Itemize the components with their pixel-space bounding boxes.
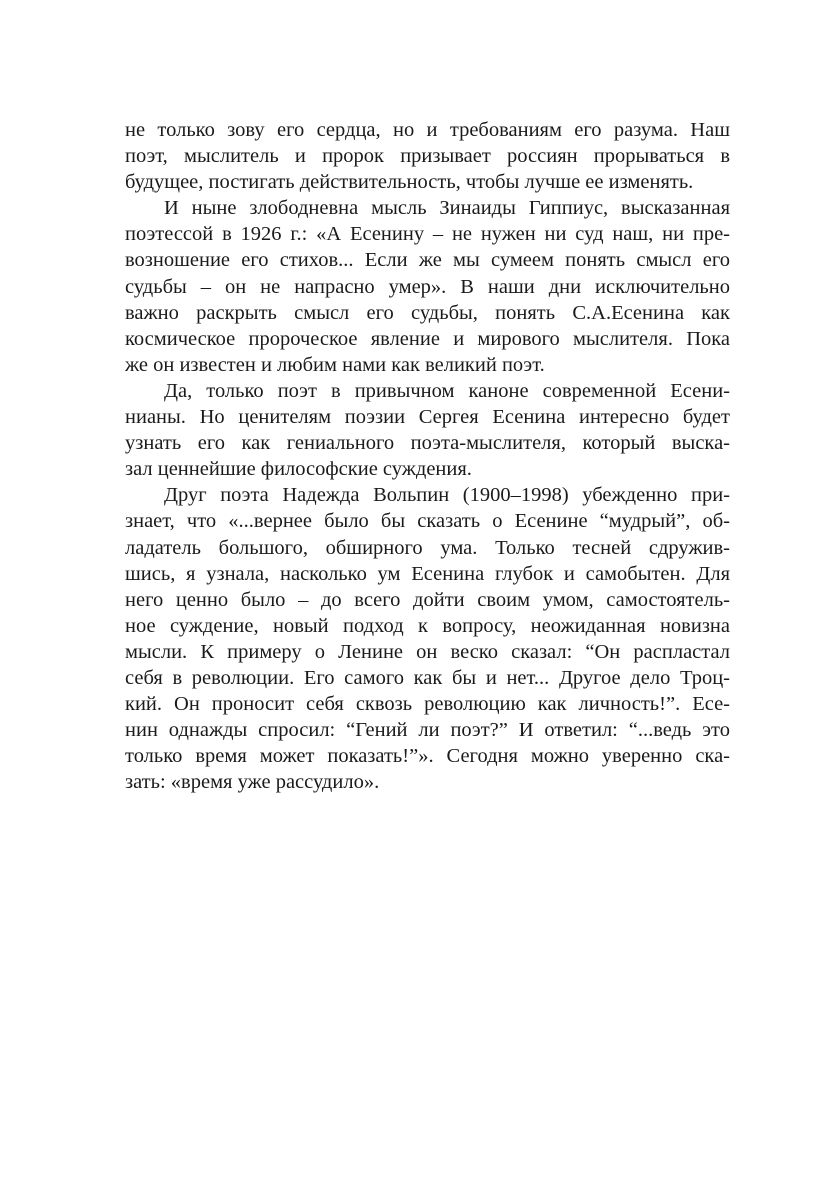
text-line: кий. Он проносит себя сквозь революцию как личность!”. Есе- [125, 693, 730, 716]
text-line: И ныне злободневна мысль Зинаиды Гиппиус, высказанная [164, 197, 730, 220]
text-line: важно раскрыть смысл его судьбы, понять С.А.Есенина как [125, 301, 730, 324]
text-line: только время может показать!”». Сегодня можно уверенно ска- [125, 745, 730, 768]
text-line: зал ценнейшие философские суждения. [125, 458, 472, 481]
text-line: космическое пророческое явление и мирового мыслителя. Пока [125, 327, 730, 350]
paragraph-1 [125, 117, 730, 195]
text-line: нин однажды спросил: “Гений ли поэт?” И ответил: “...ведь это [125, 719, 730, 742]
text-line: Да, только поэт в привычном каноне современной Есени- [164, 379, 730, 402]
text-line: ладатель большого, обширного ума. Только тесней сдружив- [125, 536, 730, 559]
text-line: шись, я узнала, насколько ум Есенина глубок и самобытен. Для [125, 562, 730, 585]
text-line: зать: «время уже рассудило». [125, 771, 380, 794]
text-line: него ценно было – до всего дойти своим умом, самостоятель- [125, 588, 730, 611]
text-line: возношение его стихов... Если же мы сумеем понять смысл его [125, 249, 730, 272]
text-line: будущее, постигать действительность, чтобы лучше ее изменять. [125, 171, 694, 194]
text-line: поэтессой в 1926 г.: «А Есенину – не нужен ни суд наш, ни пре- [125, 223, 730, 246]
text-line: себя в революции. Его самого как бы и нет... Другое дело Троц- [125, 666, 730, 689]
paragraph-3 [125, 378, 730, 482]
text-line: не только зову его сердца, но и требованиям его разума. Наш [125, 119, 730, 141]
text-line: знает, что «...вернее было бы сказать о Есенине “мудрый”, об- [125, 510, 730, 533]
text-line: ное суждение, новый подход к вопросу, неожиданная новизна [125, 614, 730, 637]
text-line: Друг поэта Надежда Вольпин (1900–1998) убежденно при- [164, 484, 730, 507]
text-line: судьбы – он не напрасно умер». В наши дни исключительно [125, 275, 730, 298]
text-line: нианы. Но ценителям поэзии Сергея Есенина интересно будет [125, 406, 730, 429]
text-line: мысли. К примеру о Ленине он веско сказал: “Он распластал [125, 640, 730, 663]
paragraph-2 [125, 195, 730, 378]
page-body-text [125, 117, 730, 795]
text-line: же он известен и любим нами как великий поэт. [125, 353, 545, 376]
text-line: поэт, мыслитель и пророк призывает россиян прорываться в [125, 145, 730, 168]
paragraph-4 [125, 482, 730, 795]
text-line: узнать его как гениального поэта-мыслителя, который выска- [125, 432, 730, 455]
